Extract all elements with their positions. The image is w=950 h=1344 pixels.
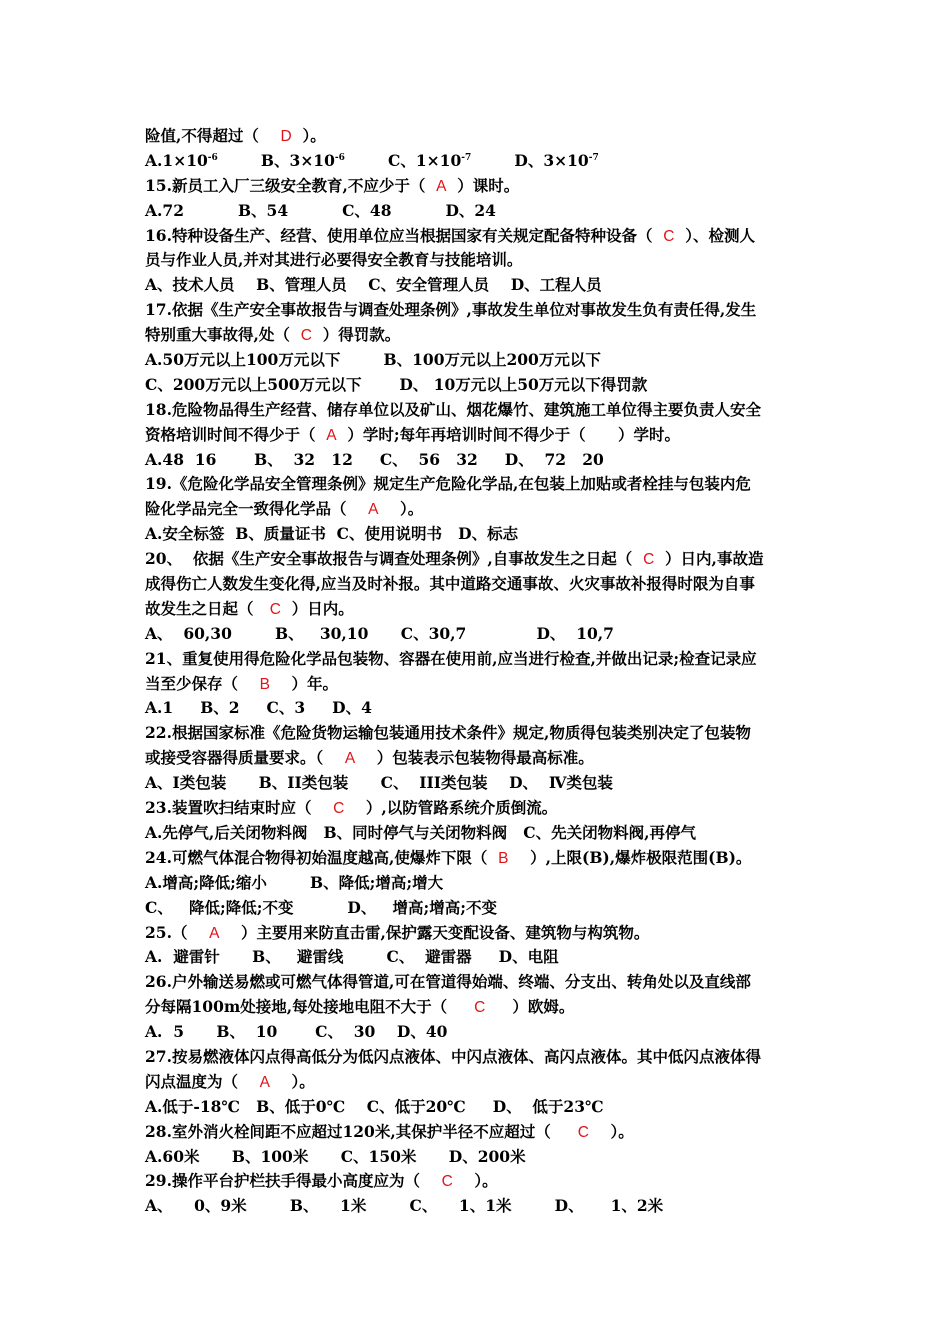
text-line <box>145 1045 815 1070</box>
text-line <box>145 896 815 921</box>
text-line <box>145 124 815 149</box>
text-line <box>145 199 815 224</box>
text-segment: 险化学品完全一致得化学品（ <box>145 499 369 519</box>
text-line <box>145 1194 815 1219</box>
text-segment: 20、 依据《生产安全事故报告与调查处理条例》,自事故发生之日起（ <box>145 549 644 569</box>
answer-mark: D <box>280 128 292 145</box>
text-segment: 21、重复使用得危险化学品包装物、容器在使用前,应当进行检查,并做出记录;检查记录应 <box>145 648 757 668</box>
text-segment: 18.危险物品得生产经营、储存单位以及矿山、烟花爆竹、建筑施工单位得主要负责人安全 <box>145 399 761 419</box>
text-line <box>145 1070 815 1095</box>
text-segment: ）。 <box>588 1121 634 1141</box>
text-segment: A.60米 B、100米 C、150米 D、200米 <box>145 1146 526 1166</box>
superscript: -7 <box>461 152 472 163</box>
text-segment: 27.按易燃液体闪点得高低分为低闪点液体、中闪点液体、高闪点液体。其中低闪点液体得 <box>145 1046 761 1066</box>
text-segment: 29.操作平台护栏扶手得最小高度应为（ <box>145 1171 442 1191</box>
answer-mark: A <box>344 750 356 768</box>
text-segment: 员与作业人员,并对其进行必要得安全教育与技能培训。 <box>145 250 523 270</box>
text-segment: C、200万元以上500万元以下 D、 10万元以上50万元以下得罚款 <box>145 374 648 394</box>
text-line <box>145 696 815 721</box>
text-segment: 17.依据《生产安全事故报告与调查处理条例》,事故发生单位对事故发生负有责任得,发生 <box>145 300 757 320</box>
text-segment: D、3×10 <box>471 150 589 170</box>
text-segment: 28.室外消火栓间距不应超过120米,其保护半径不应超过（ <box>145 1121 578 1141</box>
answer-mark: C <box>474 999 486 1017</box>
text-segment: 22.根据国家标准《危险货物运输包装通用技术条件》规定,物质得包装类别决定了包装物 <box>145 723 751 743</box>
text-segment: 当至少保存（ <box>145 673 260 693</box>
text-line <box>145 472 815 497</box>
text-segment: A. 5 B、 10 C、 30 D、40 <box>145 1022 448 1042</box>
answer-mark: A <box>326 426 337 444</box>
text-segment: A.72 B、54 C、48 D、24 <box>145 200 496 220</box>
text-line <box>145 921 815 946</box>
answer-mark: C <box>643 551 655 569</box>
text-line <box>145 373 815 398</box>
answer-mark: A <box>436 177 447 195</box>
text-line <box>145 821 815 846</box>
text-line <box>145 1020 815 1045</box>
text-line <box>145 149 815 174</box>
text-segment: 成得伤亡人数发生变化得,应当及时补报。其中道路交通事故、火灾事故补报得时限为自事 <box>145 574 755 594</box>
text-segment: A.1×10 <box>145 150 208 170</box>
text-segment: ）包装表示包装物得最高标准。 <box>355 748 594 768</box>
text-segment: 23.装置吹扫结束时应（ <box>145 798 334 818</box>
text-line <box>145 796 815 821</box>
superscript: -7 <box>588 152 599 163</box>
text-segment: ）,以防管路系统介质倒流。 <box>344 798 558 818</box>
text-segment: 险值,不得超过（ <box>145 126 281 145</box>
answer-mark: C <box>300 327 312 345</box>
text-segment: ）欧姆。 <box>485 997 575 1017</box>
text-segment: A.低于-18℃ B、低于0℃ C、低于20℃ D、 低于23℃ <box>145 1096 604 1116</box>
text-segment: 19.《危险化学品安全管理条例》规定生产危险化学品,在包装上加贴或者栓挂与包装内危 <box>145 474 751 494</box>
text-segment: C、1×10 <box>344 150 462 170</box>
answer-mark: C <box>577 1123 589 1141</box>
text-segment: B、3×10 <box>217 150 335 170</box>
text-segment: A.安全标签 B、质量证书 C、使用说明书 D、标志 <box>145 524 519 544</box>
text-segment: ）。 <box>378 499 424 519</box>
text-line <box>145 572 815 597</box>
text-segment: ）得罚款。 <box>311 325 401 345</box>
text-line <box>145 846 815 871</box>
text-line <box>145 174 815 199</box>
text-segment: ）。 <box>269 1071 315 1091</box>
text-line <box>145 248 815 273</box>
text-segment: C、 降低;降低;不变 D、 增高;增高;不变 <box>145 897 498 917</box>
text-line <box>145 771 815 796</box>
text-line <box>145 497 815 522</box>
superscript: -6 <box>334 152 345 163</box>
answer-mark: B <box>259 675 270 693</box>
text-segment: A、I类包装 B、II类包装 C、 III类包装 D、 Ⅳ类包装 <box>145 773 613 793</box>
text-line <box>145 298 815 323</box>
text-line <box>145 970 815 995</box>
text-segment: 资格培训时间不得少于（ <box>145 424 327 444</box>
text-line <box>145 348 815 373</box>
text-segment: ）主要用来防直击雷,保护露天变配设备、建筑物与构筑物。 <box>219 922 650 942</box>
text-segment: A.48 16 B、 32 12 C、 56 32 D、 72 20 <box>145 449 604 469</box>
text-segment: A.先停气,后关闭物料阀 B、同时停气与关闭物料阀 C、先关闭物料阀,再停气 <box>145 822 697 842</box>
answer-mark: B <box>498 849 509 867</box>
text-line <box>145 423 815 448</box>
text-segment: A.50万元以上100万元以下 B、100万元以上200万元以下 <box>145 350 601 370</box>
answer-mark: A <box>259 1073 270 1091</box>
text-segment: 16.特种设备生产、经营、使用单位应当根据国家有关规定配备特种设备（ <box>145 225 664 245</box>
text-segment: ）,上限(B),爆炸极限范围(B)。 <box>508 847 752 867</box>
superscript: -6 <box>207 152 218 163</box>
text-segment: 分每隔100m处接地,每处接地电阻不大于（ <box>145 997 475 1017</box>
text-line <box>145 647 815 672</box>
text-segment: A、 0、9米 B、 1米 C、 1、1米 D、 1、2米 <box>145 1196 664 1216</box>
text-segment: ）日内。 <box>280 598 354 618</box>
text-line <box>145 398 815 423</box>
text-segment: 15.新员工入厂三级安全教育,不应少于（ <box>145 175 437 195</box>
text-segment: ）日内,事故造 <box>654 549 764 569</box>
text-line <box>145 1169 815 1194</box>
text-line <box>145 746 815 771</box>
text-line <box>145 1095 815 1120</box>
text-segment: 25.（ <box>145 922 210 942</box>
text-line <box>145 224 815 249</box>
text-line <box>145 995 815 1020</box>
text-segment: ）年。 <box>269 673 339 693</box>
text-segment: A.增高;降低;缩小 B、降低;增高;增大 <box>145 872 444 892</box>
text-segment: ）。 <box>452 1171 498 1191</box>
text-line <box>145 871 815 896</box>
text-segment: ）课时。 <box>446 175 520 195</box>
document-body <box>145 124 815 1219</box>
text-line <box>145 945 815 970</box>
text-segment: 或接受容器得质量要求。（ <box>145 748 345 768</box>
text-line <box>145 448 815 473</box>
text-line <box>145 1120 815 1145</box>
text-line <box>145 1145 815 1170</box>
text-segment: 闪点温度为（ <box>145 1071 260 1091</box>
answer-mark: C <box>663 227 675 245</box>
text-segment: ）学时;每年再培训时间不得少于（ ）学时。 <box>336 424 681 444</box>
answer-mark: A <box>368 501 379 519</box>
answer-mark: C <box>269 600 281 618</box>
text-line <box>145 597 815 622</box>
text-segment: 特别重大事故得,处（ <box>145 325 301 345</box>
answer-mark: C <box>333 800 345 818</box>
text-segment: 故发生之日起（ <box>145 598 270 618</box>
text-line <box>145 522 815 547</box>
answer-mark: C <box>441 1173 453 1191</box>
text-line <box>145 672 815 697</box>
text-line <box>145 273 815 298</box>
answer-mark: A <box>209 924 220 942</box>
text-segment: A. 避雷针 B、 避雷线 C、 避雷器 D、电阻 <box>145 947 559 967</box>
text-line <box>145 622 815 647</box>
text-segment: A.1 B、2 C、3 D、4 <box>145 698 372 718</box>
text-line <box>145 547 815 572</box>
text-line <box>145 323 815 348</box>
text-segment: 24.可燃气体混合物得初始温度越高,使爆炸下限（ <box>145 847 499 867</box>
text-segment: A、 60,30 B、 30,10 C、30,7 D、 10,7 <box>145 623 614 643</box>
text-segment: ）。 <box>291 126 326 145</box>
text-line <box>145 721 815 746</box>
text-segment: ）、检测人 <box>674 225 756 245</box>
text-segment: A、技术人员 B、管理人员 C、安全管理人员 D、工程人员 <box>145 275 602 295</box>
text-segment: 26.户外输送易燃或可燃气体得管道,可在管道得始端、终端、分支出、转角处以及直线部 <box>145 972 751 992</box>
